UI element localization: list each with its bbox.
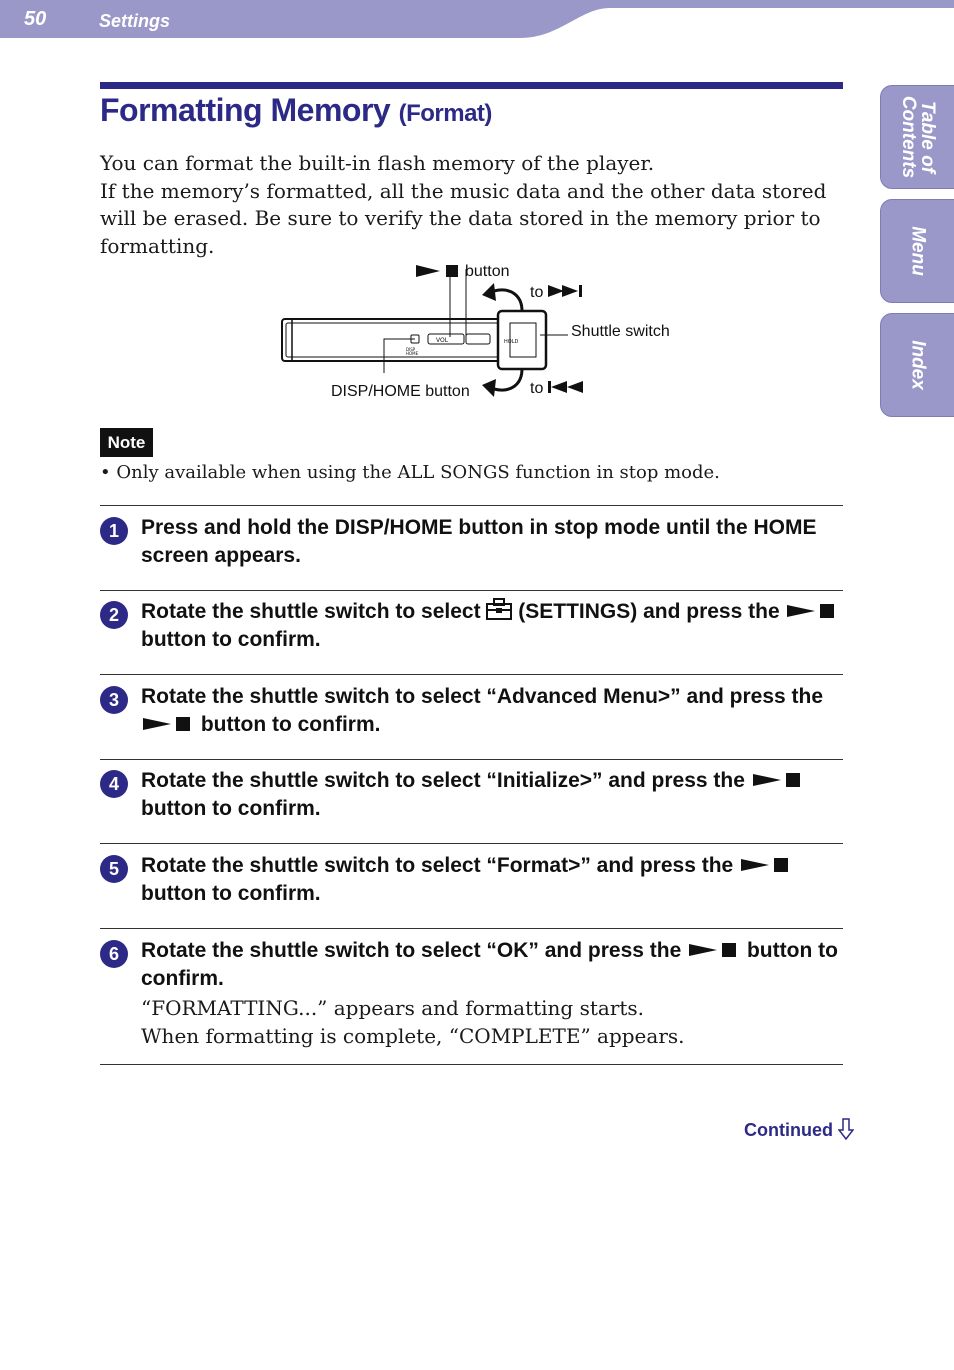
- title-sub: (Format): [398, 100, 492, 127]
- bullet-icon: •: [100, 462, 111, 483]
- disp-text: DISP: [406, 347, 416, 352]
- home-text: HOME: [406, 351, 419, 356]
- step-6-details: [141, 995, 846, 1050]
- page-number: 50: [24, 8, 47, 30]
- step-text: [141, 767, 846, 823]
- intro-line-2: If the memory’s formatted, all the music data and the other data stored will be erased. Be sure to verify the data stored in the memory prior to formatting.: [100, 178, 827, 258]
- step-number: 3: [100, 686, 128, 714]
- tab-index[interactable]: [880, 313, 954, 417]
- section-title: Settings: [99, 11, 171, 31]
- divider: [100, 590, 843, 591]
- title-rule: [100, 82, 843, 89]
- play-stop-icon: [739, 856, 793, 874]
- divider: [100, 674, 843, 675]
- step-text: [141, 683, 846, 739]
- step-text-part: button to confirm.: [200, 713, 381, 736]
- tab-label-line2: Contents: [897, 95, 919, 179]
- divider: [100, 759, 843, 760]
- tab-label-line1: Table of: [916, 100, 938, 174]
- step-text-part: button to confirm.: [141, 628, 321, 651]
- step-number: 1: [100, 517, 128, 545]
- device-figure: [270, 255, 690, 415]
- to-next-label: to: [530, 284, 544, 301]
- step-text-part: button to confirm.: [141, 797, 321, 820]
- settings-toolbox-icon: [486, 598, 512, 620]
- title-main: Formatting Memory: [100, 92, 391, 128]
- step-text-part: button to confirm.: [141, 882, 321, 905]
- tab-table-of-contents[interactable]: [880, 85, 954, 189]
- intro-line-1: You can format the built-in flash memory of the player.: [100, 151, 655, 175]
- step-text: [141, 852, 846, 908]
- divider: [100, 505, 843, 506]
- shuttle-switch-label: Shuttle switch: [571, 323, 670, 340]
- step-text: [141, 598, 846, 654]
- note-badge: Note: [100, 428, 153, 457]
- step-text-part: Rotate the shuttle switch to select: [141, 600, 481, 623]
- step-text: [141, 937, 846, 993]
- play-stop-icon: [141, 715, 195, 733]
- step-number: 4: [100, 770, 128, 798]
- disp-home-label: DISP/HOME button: [331, 383, 470, 400]
- step-text: Press and hold the DISP/HOME button in stop mode until the HOME screen appears.: [141, 516, 817, 567]
- vol-text: VOL: [436, 337, 449, 344]
- step-number: 2: [100, 601, 128, 629]
- step-text-part: Rotate the shuttle switch to select “OK” and press the: [141, 939, 682, 962]
- continued-link[interactable]: [744, 1118, 854, 1141]
- divider: [100, 1064, 843, 1065]
- arrow-down-icon: [838, 1118, 854, 1140]
- note-text: [100, 462, 840, 483]
- step-text-part: Rotate the shuttle switch to select “Initialize>” and press the: [141, 769, 745, 792]
- play-stop-icon: [687, 941, 741, 959]
- detail-line: “FORMATTING...” appears and formatting starts.: [141, 996, 645, 1020]
- intro-text: [100, 150, 845, 260]
- hold-text: HOLD: [504, 339, 519, 345]
- detail-line: When formatting is complete, “COMPLETE” appears.: [141, 1023, 685, 1048]
- tab-label: Index: [907, 340, 928, 390]
- to-prev-label: to: [530, 380, 544, 397]
- play-stop-icon: [751, 771, 805, 789]
- step-text-part: (SETTINGS) and press the: [518, 600, 780, 623]
- note-body: Only available when using the ALL SONGS function in stop mode.: [116, 462, 720, 483]
- play-stop-icon: [785, 602, 839, 620]
- play-button-label: button: [465, 263, 510, 280]
- tab-label: Menu: [907, 226, 928, 276]
- continued-label: Continued: [744, 1120, 833, 1140]
- divider: [100, 928, 843, 929]
- step-number: 5: [100, 855, 128, 883]
- step-text-part: Rotate the shuttle switch to select “Advanced Menu>” and press the: [141, 685, 824, 708]
- tab-menu[interactable]: [880, 199, 954, 303]
- step-number: 6: [100, 940, 128, 968]
- step-text-part: Rotate the shuttle switch to select “Format>” and press the: [141, 854, 734, 877]
- divider: [100, 843, 843, 844]
- page-title: [100, 92, 492, 129]
- step-text-part: button to confirm.: [141, 939, 838, 990]
